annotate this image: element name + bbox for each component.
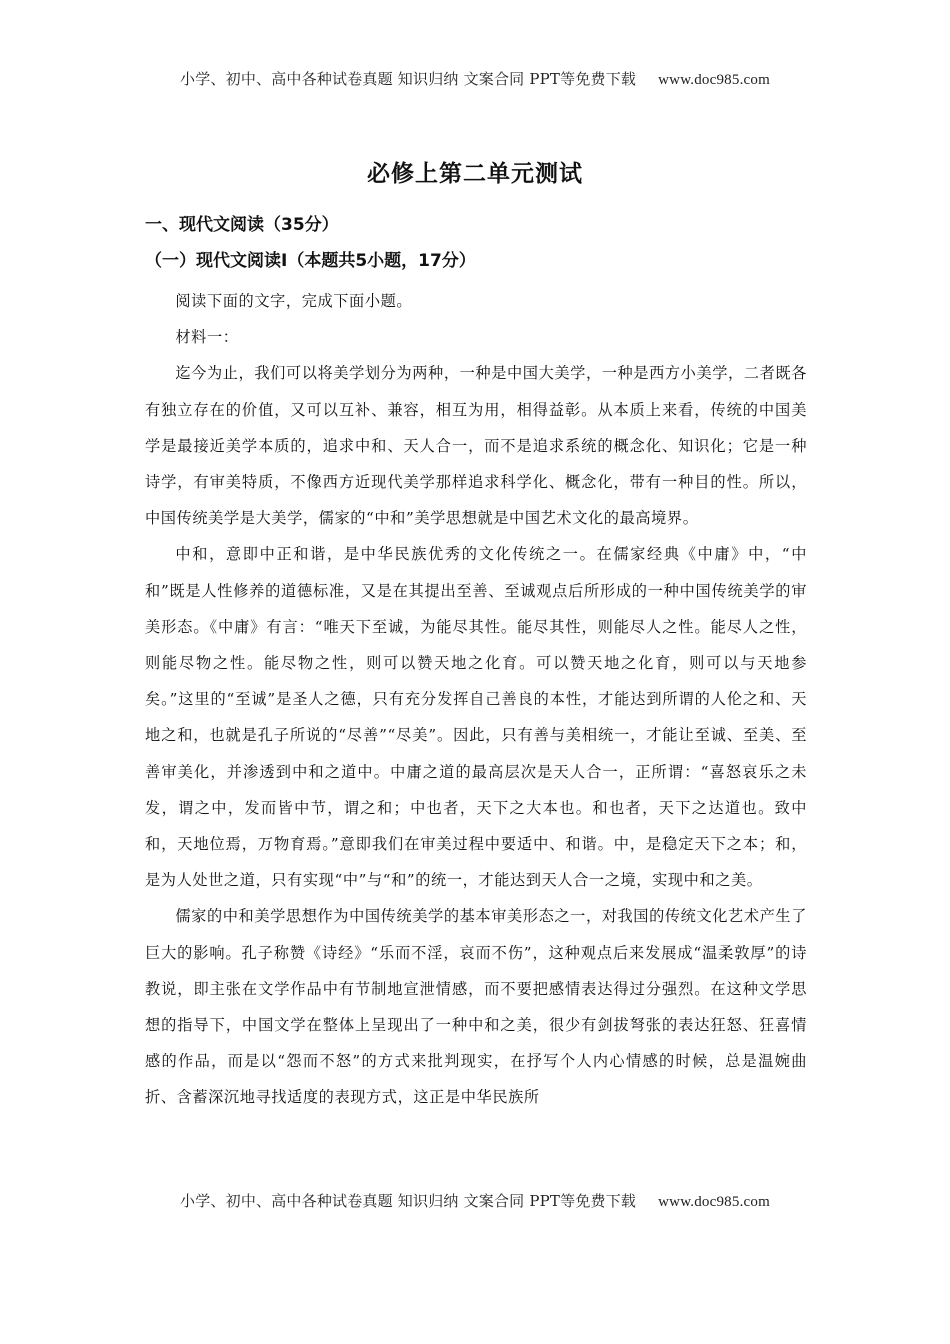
material-label: 材料一：	[175, 328, 239, 347]
passage-paragraph: 迄今为止，我们可以将美学划分为两种，一种是中国大美学，一种是西方小美学，二者既各有独立存在的价值，又可以互补、兼容，相互为用，相得益彰。从本质上来看，传统的中国美学是最接近美学本质的，追求中和、天人合一，而不是追求系统的概念化、知识化；它是一种诗学，有审美特质，不像西方近现代美学那样追求科学化、概念化，带有一种目的性。所以，中国传统美学是大美学，儒家的“中和”美学思想就是中国艺术文化的最高境界。	[145, 364, 807, 528]
reading-passage	[145, 283, 807, 1116]
header-text: 小学、初中、高中各种试卷真题 知识归纳 文案合同 PPT等免费下载	[180, 70, 637, 88]
instruction-text: 阅读下面的文字，完成下面小题。	[175, 292, 413, 310]
page-header	[0, 68, 950, 89]
page-footer	[0, 1190, 950, 1211]
passage-paragraph: 儒家的中和美学思想作为中国传统美学的基本审美形态之一，对我国的传统文化艺术产生了巨大的影响。孔子称赞《诗经》“乐而不淫，哀而不伤”，这种观点后来发展成“温柔敦厚”的诗教说，即主张在文学作品中有节制地宣泄情感，而不要把感情表达得过分强烈。在这种文学思想的指导下，中国文学在整体上呈现出了一种中和之美，很少有剑拔弩张的表达狂怒、狂喜情感的作品，而是以“怨而不怒”的方式来批判现实，在抒写个人内心情感的时候，总是温婉曲折、含蓄深沉地寻找适度的表现方式，这正是中华民族所	[145, 907, 807, 1107]
header-url[interactable]: www.doc985.com	[658, 72, 770, 88]
document-title: 必修上第二单元测试	[367, 161, 583, 187]
passage-paragraph: 中和，意即中正和谐，是中华民族优秀的文化传统之一。在儒家经典《中庸》中，“中和”既是人性修养的道德标准，又是在其提出至善、至诚观点后所形成的一种中国传统美学的审美形态。《中庸》有言：“唯天下至诚，为能尽其性。能尽其性，则能尽人之性。能尽人之性，则能尽物之性。能尽物之性，则可以赞天地之化育。可以赞天地之化育，则可以与天地参矣。”这里的“至诚”是圣人之德，只有充分发挥自己善良的本性，才能达到所谓的人伦之和、天地之和，也就是孔子所说的“尽善”“尽美”。因此，只有善与美相统一，才能让至诚、至美、至善审美化，并渗透到中和之道中。中庸之道的最高层次是天人合一，正所谓：“喜怒哀乐之未发，谓之中，发而皆中节，谓之和；中也者，天下之大本也。和也者，天下之达道也。致中和，天地位焉，万物育焉。”意即我们在审美过程中要适中、和谐。中，是稳定天下之本；和，是为人处世之道，只有实现“中”与“和”的统一，才能达到天人合一之境，实现中和之美。	[145, 545, 807, 890]
footer-url[interactable]: www.doc985.com	[658, 1194, 770, 1210]
footer-text: 小学、初中、高中各种试卷真题 知识归纳 文案合同 PPT等免费下载	[180, 1192, 637, 1210]
section-heading-modern-reading: 一、现代文阅读（35分）	[145, 215, 339, 235]
section-heading-reading-one: （一）现代文阅读Ⅰ（本题共5小题，17分）	[145, 251, 476, 271]
